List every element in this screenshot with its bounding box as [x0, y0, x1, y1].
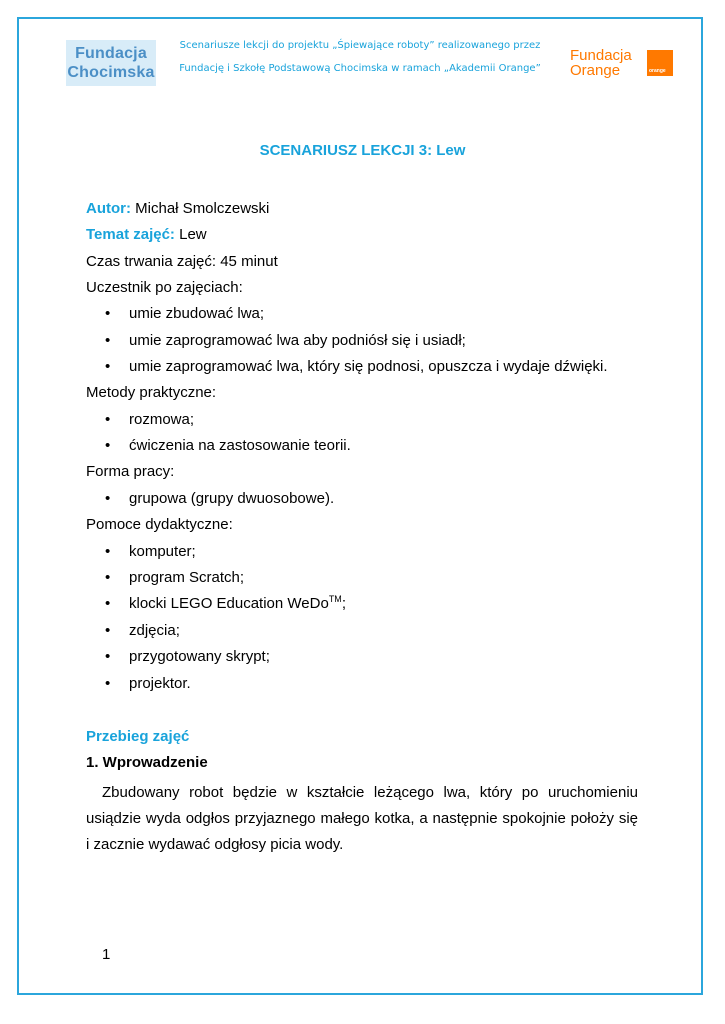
bullet-icon: • — [105, 595, 111, 612]
page-number: 1 — [102, 946, 111, 963]
logo-left-line2: Chocimska — [67, 64, 155, 81]
list-item-text: projektor. — [129, 675, 191, 692]
bullet-icon: • — [105, 648, 111, 665]
list-item — [105, 437, 351, 455]
list-item — [105, 543, 196, 561]
bullet-icon: • — [105, 437, 111, 454]
trademark-suffix: ; — [341, 595, 346, 612]
list-item — [105, 411, 194, 429]
bullet-icon: • — [105, 305, 111, 322]
list-item — [105, 675, 191, 693]
list-item-text: umie zaprogramować lwa aby podniósł się i usiadł; — [129, 332, 466, 349]
author-label: Autor: — [86, 200, 131, 217]
orange-square-icon — [647, 50, 673, 76]
bullet-icon: • — [105, 675, 111, 692]
list-item-text: umie zbudować lwa; — [129, 305, 265, 322]
form-heading: Forma pracy: — [86, 463, 175, 480]
outcomes-heading: Uczestnik po zajęciach: — [86, 279, 243, 296]
list-item — [105, 622, 180, 640]
list-item — [105, 358, 608, 376]
bullet-icon: • — [105, 411, 111, 428]
list-item — [105, 569, 244, 587]
list-item-text: przygotowany skrypt; — [129, 648, 270, 665]
list-item-text: program Scratch; — [129, 569, 245, 586]
fundacja-chocimska-logo — [66, 40, 156, 86]
author-line — [86, 200, 269, 218]
aids-heading: Pomoce dydaktyczne: — [86, 516, 233, 533]
header-text — [160, 40, 560, 86]
topic-line — [86, 226, 207, 244]
list-item — [105, 332, 466, 350]
intro-paragraph: Zbudowany robot będzie w kształcie leżącego lwa, który po uruchomieniu usiądzie wyda odgłos przyjaznego małego kotka, a następnie spokojnie położy się i zacznie wydawać odgłosy picia wody. — [86, 784, 638, 853]
logo-right-line1: Fundacja — [570, 47, 632, 64]
methods-heading: Metody praktyczne: — [86, 384, 217, 401]
bullet-icon: • — [105, 332, 111, 349]
list-item-text: rozmowa; — [129, 411, 195, 428]
logo-right-text — [570, 48, 632, 78]
header-line-1: Scenariusze lekcji do projektu „Śpiewające roboty” realizowanego przez — [179, 40, 541, 51]
bullet-icon: • — [105, 622, 111, 639]
duration-line: Czas trwania zajęć: 45 minut — [86, 253, 278, 270]
bullet-icon: • — [105, 490, 111, 507]
topic-label: Temat zajęć: — [86, 226, 175, 243]
list-item — [105, 648, 270, 666]
orange-badge-text: orange — [649, 68, 666, 74]
header-line-2: Fundację i Szkołę Podstawową Chocimska w ramach „Akademii Orange” — [179, 63, 541, 74]
fundacja-orange-logo — [570, 48, 674, 80]
list-item-text: ćwiczenia na zastosowanie teorii. — [129, 437, 351, 454]
list-item-text: zdjęcia; — [129, 622, 180, 639]
list-item — [105, 595, 346, 613]
bullet-icon: • — [105, 543, 111, 560]
list-item — [105, 305, 264, 323]
list-item-text: umie zaprogramować lwa, który się podnosi, opuszcza i wydaje dźwięki. — [129, 358, 608, 375]
trademark-sup: TM — [328, 594, 342, 604]
section-1-heading: 1. Wprowadzenie — [86, 754, 208, 771]
author-value: Michał Smolczewski — [135, 200, 270, 217]
topic-value: Lew — [179, 226, 207, 243]
document-title: SCENARIUSZ LEKCJI 3: Lew — [259, 142, 466, 159]
list-item-text: komputer; — [129, 543, 196, 560]
list-item-text: grupowa (grupy dwuosobowe). — [129, 490, 335, 507]
list-item — [105, 490, 334, 508]
bullet-icon: • — [105, 569, 111, 586]
logo-left-line1: Fundacja — [75, 45, 147, 62]
course-heading: Przebieg zajęć — [86, 728, 190, 745]
list-item-text: klocki LEGO Education WeDo — [129, 595, 329, 612]
logo-right-line2: Orange — [570, 62, 621, 79]
bullet-icon: • — [105, 358, 111, 375]
